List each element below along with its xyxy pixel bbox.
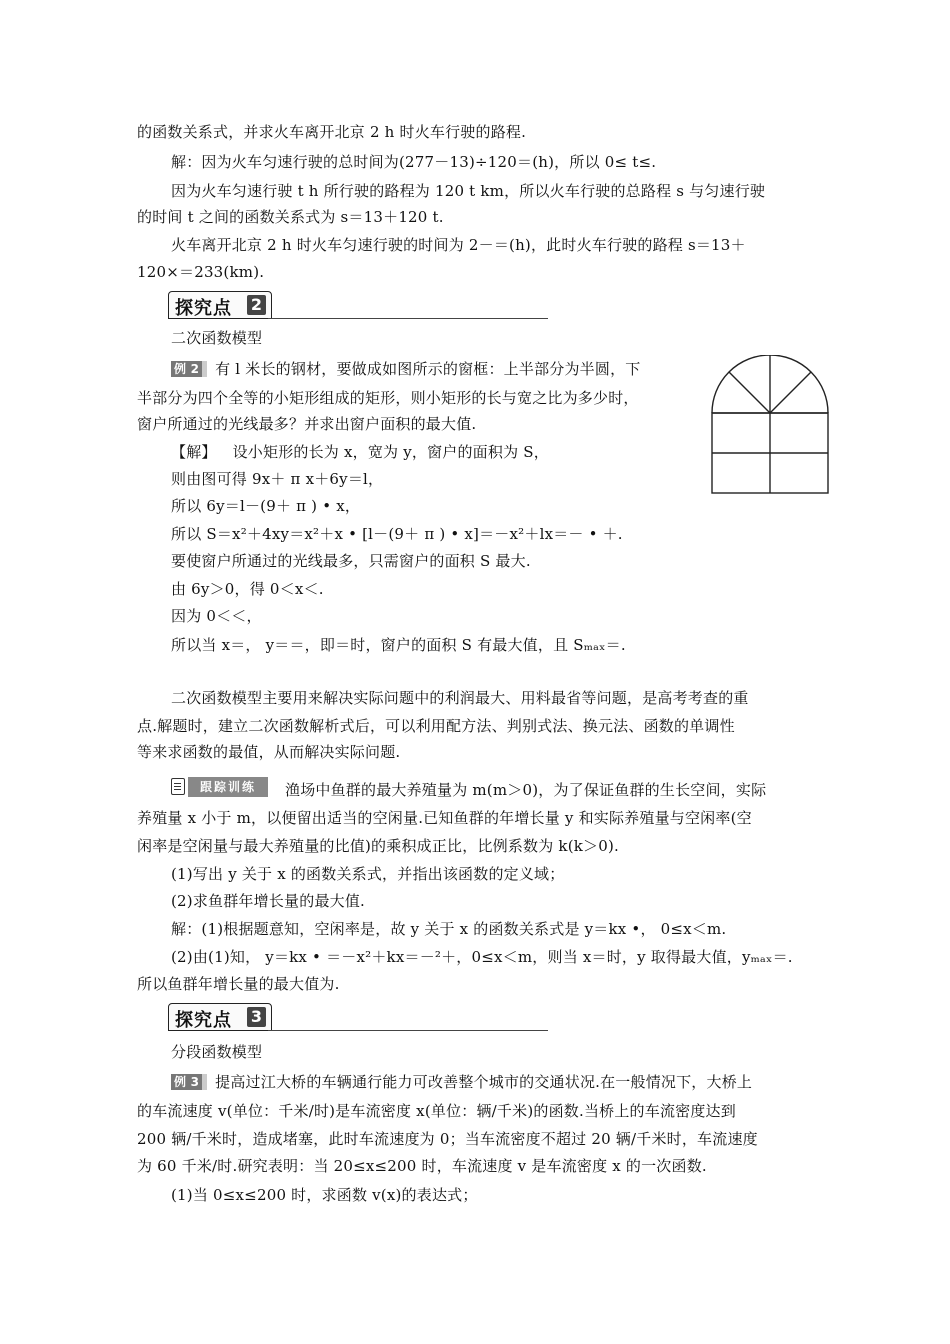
text-line: 等来求函数的最值，从而解决实际问题. — [137, 743, 401, 761]
example-3-line — [171, 1072, 752, 1092]
text-line: (2)求鱼群年增长量的最大值. — [171, 892, 366, 910]
text-line: 所以 6y＝l－(9＋ π ) • x， — [171, 497, 361, 515]
text-line: 二次函数模型主要用来解决实际问题中的利润最大、用料最省等问题，是高考考查的重 — [171, 689, 749, 707]
text-line: 火车离开北京 2 h 时火车匀速行驶的时间为 2－＝(h)，此时火车行驶的路程 s＝13＋ — [171, 236, 746, 254]
text-line: 所以 S＝x²＋4xy＝x²＋x • [l－(9＋ π ) • x]＝－x²＋lx＝－ • ＋. — [171, 525, 623, 543]
section-rule — [268, 1030, 548, 1031]
text: 设小矩形的长为 x，宽为 y，窗户的面积为 S， — [232, 443, 549, 461]
text-line: 200 辆/千米时，造成堵塞，此时车流速度为 0；当车流密度不超过 20 辆/千米时，车流速度 — [137, 1130, 758, 1148]
text-line: 养殖量 x 小于 m，以便留出适当的空闲量.已知鱼群的年增长量 y 和实际养殖量与空闲率(空 — [137, 809, 752, 827]
text-line: (1)写出 y 关于 x 的函数关系式，并指出该函数的定义域； — [171, 865, 565, 883]
text-line: 120×＝233(km). — [137, 263, 265, 281]
section-label: 探究点 — [175, 1010, 232, 1031]
solution-label: 【解】 — [171, 443, 217, 461]
text-line: 要使窗户所通过的光线最多，只需窗户的面积 S 最大. — [171, 552, 531, 570]
text-line: 所以当 x＝， y＝＝，即＝时，窗户的面积 S 有最大值，且 Sₘₐₓ＝. — [171, 636, 626, 654]
text-line: 点.解题时，建立二次函数解析式后，可以利用配方法、判别式法、换元法、函数的单调性 — [137, 717, 735, 735]
example-badge: 例 2 — [171, 361, 207, 377]
text-line: 解：(1)根据题意知，空闲率是，故 y 关于 x 的函数关系式是 y＝kx •， 0≤x＜m. — [171, 920, 727, 938]
text-line: 为 60 千米/时.研究表明：当 20≤x≤200 时，车流速度 v 是车流密度 x 的一次函数. — [137, 1157, 707, 1175]
text-line: 则由图可得 9x＋ π x＋6y＝l， — [171, 470, 384, 488]
text: 有 l 米长的钢材，要做成如图所示的窗框：上半部分为半圆，下 — [215, 360, 641, 378]
text: 提高过江大桥的车辆通行能力可改善整个城市的交通状况.在一般情况下，大桥上 — [215, 1073, 753, 1091]
section-rule — [268, 318, 548, 319]
section-badge — [168, 1003, 272, 1031]
text-line: 窗户所通过的光线最多？并求出窗户面积的最大值. — [137, 415, 477, 433]
section-title: 二次函数模型 — [171, 329, 263, 347]
tracking-label: 跟踪训练 — [188, 777, 268, 797]
section-title: 分段函数模型 — [171, 1043, 263, 1061]
text-line: 的函数关系式，并求火车离开北京 2 h 时火车行驶的路程. — [137, 123, 527, 141]
section-number: 2 — [247, 295, 266, 315]
example-2-line — [171, 359, 640, 379]
section-number: 3 — [247, 1007, 266, 1027]
section-label: 探究点 — [175, 298, 232, 319]
text-line: 的车流速度 v(单位：千米/时)是车流密度 x(单位：辆/千米)的函数.当桥上的车流密度达到 — [137, 1102, 736, 1120]
text-line: 闲率是空闲量与最大养殖量的比值)的乘积成正比，比例系数为 k(k＞0). — [137, 837, 620, 855]
window-frame-figure — [710, 355, 830, 495]
note-icon — [171, 778, 185, 795]
text-line: 的时间 t 之间的函数关系式为 s＝13＋120 t. — [137, 208, 444, 226]
text-line: (1)当 0≤x≤200 时，求函数 v(x)的表达式； — [171, 1186, 478, 1204]
text-line: 因为火车匀速行驶 t h 所行驶的路程为 120 t km，所以火车行驶的总路程 s 与匀速行驶 — [171, 182, 766, 200]
text-line: 由 6y＞0，得 0＜x＜. — [171, 580, 324, 598]
text-line: 所以鱼群年增长量的最大值为. — [137, 975, 340, 993]
solution-line — [171, 442, 549, 462]
text-line: 因为 0＜＜， — [171, 607, 262, 625]
text-line: (2)由(1)知， y＝kx • ＝－x²＋kx＝－²＋，0≤x＜m，则当 x＝时，y 取得最大值，yₘₐₓ＝. — [171, 948, 793, 966]
section-badge — [168, 291, 272, 319]
text-line: 渔场中鱼群的最大养殖量为 m(m＞0)，为了保证鱼群的生长空间，实际 — [285, 781, 767, 799]
example-badge: 例 3 — [171, 1074, 207, 1090]
text-line: 解：因为火车匀速行驶的总时间为(277－13)÷120＝(h)，所以 0≤ t≤. — [171, 153, 657, 171]
text-line: 半部分为四个全等的小矩形组成的矩形，则小矩形的长与宽之比为多少时， — [137, 389, 639, 407]
tracking-badge — [171, 777, 271, 797]
